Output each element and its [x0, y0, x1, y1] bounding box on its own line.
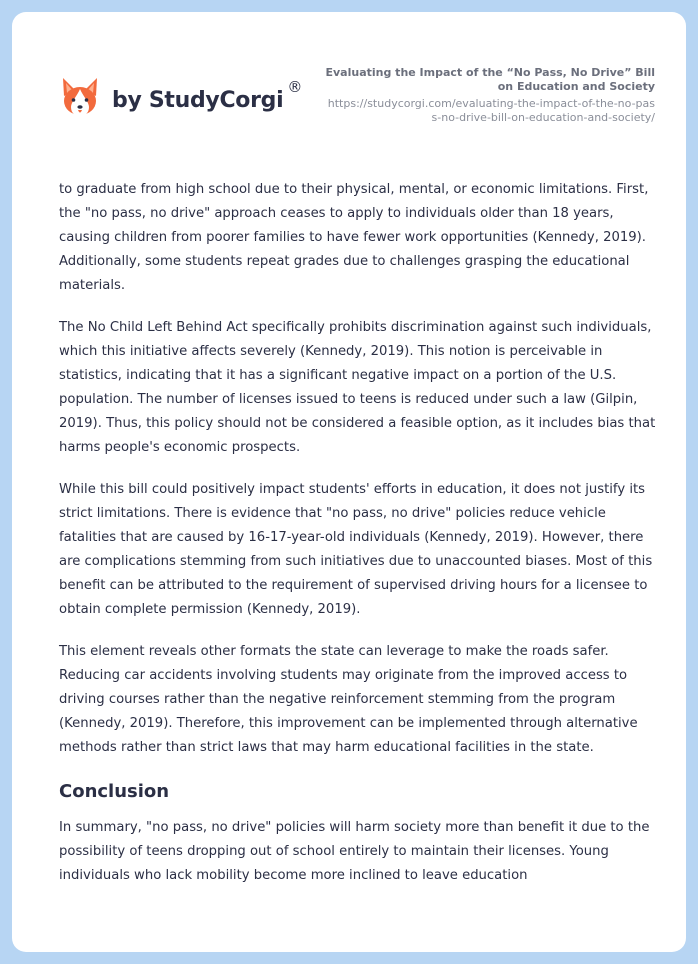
page-header [12, 12, 686, 142]
paragraph: This element reveals other formats the state can leverage to make the roads safer. Reducing car accidents involving students may originate from the improved access to driving courses rather than the negative reinforcement stemming from the program (Kennedy, 2019). Therefore, this improvement can be implemented through alternative methods rather than strict laws that may harm educational facilities in the state. [59, 644, 638, 755]
section-heading-conclusion: Conclusion [59, 781, 170, 802]
document-body [59, 178, 659, 906]
paragraph: The No Child Left Behind Act specifically prohibits discrimination against such individuals, which this initiative affects severely (Kennedy, 2019). This notion is perceivable in statistics, indicating that it has a significant negative impact on a portion of the U.S. population. The number of licenses issued to teens is reduced under such a law (Gilpin, 2019). Thus, this policy should not be considered a feasible option, as it includes bias that harms people's economic prospects. [59, 320, 656, 455]
logo-text: by StudyCorgi [112, 87, 284, 113]
corgi-logo-icon [60, 76, 100, 118]
document-page [12, 12, 686, 952]
document-url[interactable]: https://studycorgi.com/evaluating-the-impact-of-the-no-pass-no-drive-bill-on-education-and-society/ [327, 97, 655, 124]
studycorgi-logo[interactable] [60, 76, 302, 118]
paragraph: In summary, "no pass, no drive" policies will harm society more than benefit it due to the possibility of teens dropping out of school entirely to maintain their licenses. Young individuals who lack mobility become more inclined to leave education [59, 820, 650, 883]
registered-mark: ® [287, 78, 303, 96]
document-info [325, 66, 655, 125]
paragraph: to graduate from high school due to their physical, mental, or economic limitations. First, the "no pass, no drive" approach ceases to apply to individuals older than 18 years, causing children from poorer families to have fewer work opportunities (Kennedy, 2019). Additionally, some students repeat grades due to challenges grasping the educational materials. [59, 182, 649, 293]
document-title: Evaluating the Impact of the “No Pass, No Drive” Bill on Education and Society [325, 66, 655, 93]
paragraph: While this bill could positively impact students' efforts in education, it does not justify its strict limitations. There is evidence that "no pass, no drive" policies reduce vehicle fatalities that are caused by 16-17-year-old individuals (Kennedy, 2019). However, there are complications stemming from such initiatives due to unaccounted biases. Most of this benefit can be attributed to the requirement of supervised driving hours for a licensee to obtain complete permission (Kennedy, 2019). [59, 482, 653, 617]
